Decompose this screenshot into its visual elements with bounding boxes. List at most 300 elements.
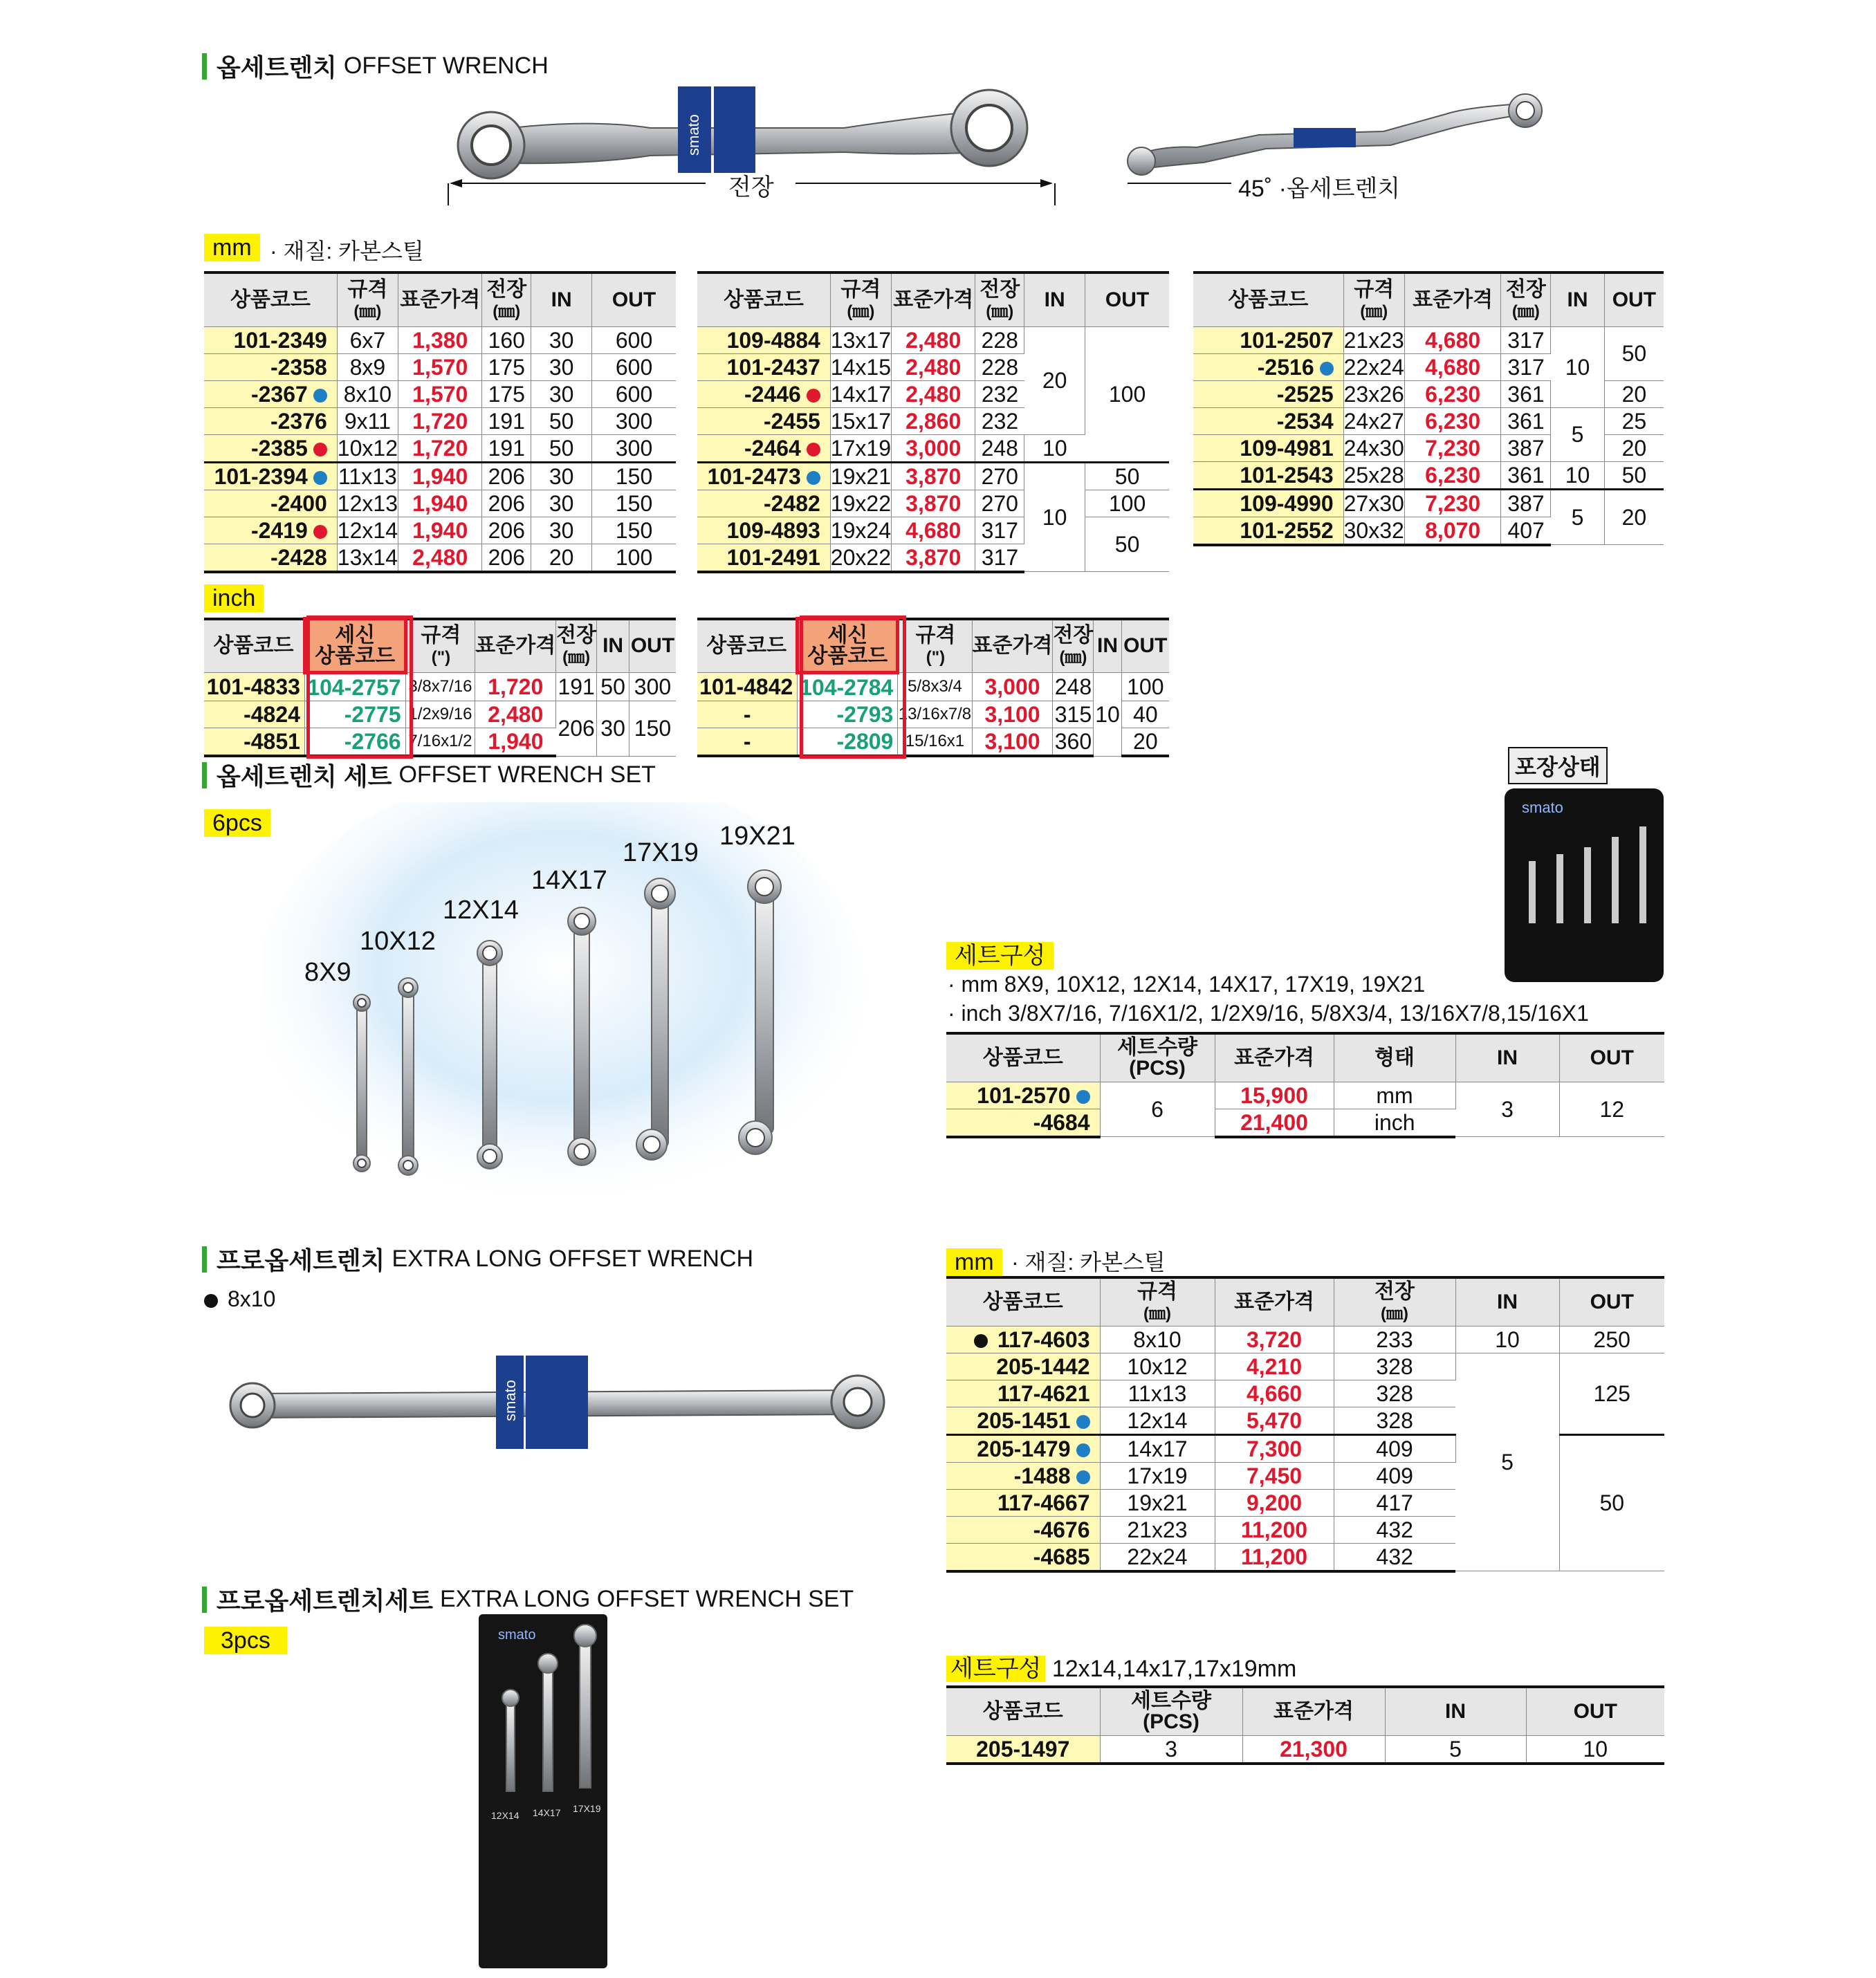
price: 4,680 bbox=[1404, 326, 1501, 353]
col-new-code: 세신 상품코드 bbox=[304, 619, 405, 673]
price: 3,100 bbox=[972, 701, 1053, 728]
blue-dot-icon bbox=[1076, 1443, 1090, 1457]
size: 15x17 bbox=[830, 408, 891, 434]
composition-text: 12x14,14x17,17x19mm bbox=[1051, 1656, 1297, 1682]
code-text: 109-4990 bbox=[1240, 490, 1334, 516]
size: 27x30 bbox=[1343, 489, 1404, 517]
price: 3,000 bbox=[972, 673, 1053, 701]
col-out: OUT bbox=[629, 619, 677, 673]
out-qty: 20 bbox=[1121, 728, 1169, 757]
brand-label: smato bbox=[498, 1627, 536, 1643]
table-row bbox=[204, 701, 676, 728]
set-size-label: 19X21 bbox=[719, 822, 796, 851]
col-qty: 세트수량 (PCS) bbox=[1100, 1687, 1242, 1735]
out-qty: 300 bbox=[592, 434, 676, 462]
col-in: IN bbox=[531, 272, 592, 326]
code-text: 101-4842 bbox=[699, 674, 793, 699]
in-qty: 30 bbox=[531, 517, 592, 544]
bullet-dot-icon bbox=[974, 1334, 988, 1348]
col-price: 표준가격 bbox=[398, 272, 481, 326]
size: 30x32 bbox=[1343, 517, 1404, 545]
product-code bbox=[1193, 489, 1343, 517]
price: 2,860 bbox=[891, 407, 975, 434]
code-text: -2464 bbox=[744, 435, 801, 461]
col-in: IN bbox=[1385, 1687, 1526, 1735]
size: 14x15 bbox=[830, 354, 891, 380]
code-text: -2428 bbox=[270, 544, 327, 570]
code-text: 109-4981 bbox=[1240, 435, 1334, 461]
length: 228 bbox=[975, 353, 1024, 380]
out-qty: 125 bbox=[1559, 1353, 1664, 1434]
out-qty: 20 bbox=[1604, 380, 1664, 407]
in-qty: 10 bbox=[1024, 434, 1085, 462]
type: inch bbox=[1334, 1109, 1455, 1137]
new-product-code: 104-2784 bbox=[798, 673, 898, 701]
table-row bbox=[204, 462, 676, 490]
col-code: 상품코드 bbox=[946, 1277, 1100, 1326]
col-out: OUT bbox=[1559, 1277, 1664, 1326]
product-code bbox=[697, 326, 830, 353]
table-row bbox=[1193, 326, 1664, 353]
code-text: 101-2552 bbox=[1240, 517, 1334, 543]
size: 25x28 bbox=[1343, 461, 1404, 489]
wrench-set-table bbox=[946, 1032, 1664, 1138]
product-code bbox=[946, 1353, 1100, 1380]
out-qty: 20 bbox=[1604, 489, 1664, 545]
unit-mm-badge: mm bbox=[204, 234, 260, 261]
out-qty: 150 bbox=[629, 701, 677, 757]
col-size: 규격 (") bbox=[405, 619, 475, 673]
col-out: OUT bbox=[1526, 1687, 1664, 1735]
size: 12x14 bbox=[1100, 1407, 1215, 1434]
out-qty: 150 bbox=[592, 462, 676, 490]
code-text: 205-1451 bbox=[977, 1407, 1071, 1433]
price: 7,450 bbox=[1215, 1462, 1334, 1489]
product-code bbox=[946, 1462, 1100, 1489]
in-qty: 10 bbox=[1551, 326, 1604, 407]
size: 11x13 bbox=[1100, 1380, 1215, 1407]
size: 8x10 bbox=[337, 380, 398, 407]
code-text: -4676 bbox=[1033, 1517, 1090, 1542]
product-code bbox=[204, 701, 304, 728]
code-text: -4851 bbox=[243, 729, 300, 754]
table-row bbox=[697, 490, 1169, 517]
price: 3,870 bbox=[891, 462, 975, 490]
wrench-set-image bbox=[263, 802, 872, 1203]
in-qty: 30 bbox=[531, 462, 592, 490]
length: 232 bbox=[975, 407, 1024, 434]
price: 1,570 bbox=[398, 380, 481, 407]
set-size-label: 12X14 bbox=[443, 896, 519, 925]
col-price: 표준가격 bbox=[1242, 1687, 1385, 1735]
package-pouch-image bbox=[1501, 785, 1667, 986]
title-kr: 옵세트렌치 세트 bbox=[217, 762, 392, 791]
product-code bbox=[697, 380, 830, 407]
product-code bbox=[204, 517, 337, 544]
length: 361 bbox=[1501, 407, 1551, 434]
price: 2,480 bbox=[891, 326, 975, 353]
price: 6,230 bbox=[1404, 380, 1501, 407]
product-code bbox=[946, 1543, 1100, 1571]
size: 9x11 bbox=[337, 407, 398, 434]
length: 248 bbox=[975, 434, 1024, 462]
product-code: 205-1497 bbox=[946, 1735, 1100, 1764]
length: 387 bbox=[1501, 434, 1551, 461]
in-qty: 50 bbox=[531, 434, 592, 462]
product-code bbox=[1193, 326, 1343, 353]
col-in: IN bbox=[1094, 619, 1121, 673]
col-type: 형태 bbox=[1334, 1033, 1455, 1082]
price: 11,200 bbox=[1215, 1543, 1334, 1571]
size: 19x22 bbox=[830, 490, 891, 516]
price: 1,940 bbox=[398, 517, 481, 544]
blue-dot-icon bbox=[313, 389, 327, 403]
product-code bbox=[946, 1109, 1100, 1137]
col-price: 표준가격 bbox=[1215, 1033, 1334, 1082]
out-qty: 100 bbox=[592, 544, 676, 572]
col-out: OUT bbox=[1604, 272, 1664, 326]
in-qty: 50 bbox=[531, 407, 592, 434]
code-text: 117-4621 bbox=[997, 1380, 1090, 1406]
col-in: IN bbox=[597, 619, 629, 673]
product-code bbox=[1193, 517, 1343, 545]
length: 409 bbox=[1334, 1434, 1455, 1462]
extra-long-set-pouch-image bbox=[477, 1611, 609, 1971]
offset-mm-table-2 bbox=[697, 271, 1169, 573]
out-qty: 600 bbox=[592, 353, 676, 380]
offset-mm-table-1 bbox=[204, 271, 676, 573]
code-text: -2419 bbox=[250, 517, 308, 543]
set-qty: 3 bbox=[1100, 1735, 1242, 1764]
length: 206 bbox=[482, 517, 531, 544]
col-out: OUT bbox=[1085, 272, 1169, 326]
title-kr: 프로옵세트렌치 bbox=[217, 1246, 385, 1275]
price: 2,480 bbox=[475, 701, 556, 728]
product-code bbox=[204, 728, 304, 757]
pouch-label: 12X14 bbox=[491, 1810, 519, 1821]
out-qty: 50 bbox=[1559, 1434, 1664, 1571]
col-code: 상품코드 bbox=[204, 272, 337, 326]
out-qty: 100 bbox=[1085, 490, 1169, 517]
extra-long-set-pcs-badge: 3pcs bbox=[204, 1627, 287, 1654]
length: 315 bbox=[1053, 701, 1094, 728]
product-code bbox=[204, 326, 337, 353]
pouch-label: 14X17 bbox=[533, 1807, 561, 1818]
size: 6x7 bbox=[337, 326, 398, 353]
price: 5,470 bbox=[1215, 1407, 1334, 1434]
bullet-text: 8x10 bbox=[228, 1286, 276, 1311]
price: 15,900 bbox=[1215, 1082, 1334, 1109]
price: 1,940 bbox=[475, 728, 556, 757]
out-qty: 20 bbox=[1604, 434, 1664, 461]
price: 4,680 bbox=[1404, 353, 1501, 380]
material-note: · 재질: 카본스틸 bbox=[270, 239, 424, 264]
product-code bbox=[697, 434, 830, 462]
extra-long-set-table bbox=[946, 1685, 1664, 1765]
blue-dot-icon bbox=[807, 471, 820, 485]
in-qty: 10 bbox=[1024, 462, 1085, 572]
size: 14x17 bbox=[1100, 1434, 1215, 1462]
size: 5/8x3/4 bbox=[898, 673, 972, 701]
col-in: IN bbox=[1455, 1033, 1559, 1082]
in-qty: 30 bbox=[597, 701, 629, 757]
length: 328 bbox=[1334, 1353, 1455, 1380]
product-code bbox=[204, 434, 337, 462]
code-text: 205-1479 bbox=[977, 1436, 1071, 1461]
code-text: -2516 bbox=[1257, 354, 1314, 380]
table-row bbox=[946, 1082, 1664, 1109]
table-row bbox=[1193, 407, 1664, 434]
size: 21x23 bbox=[1100, 1516, 1215, 1543]
product-code bbox=[1193, 380, 1343, 407]
product-code bbox=[946, 1082, 1100, 1109]
blue-dot-icon bbox=[313, 471, 327, 485]
col-qty: 세트수량 (PCS) bbox=[1100, 1033, 1215, 1082]
blue-dot-icon bbox=[1076, 1090, 1090, 1104]
in-qty: 10 bbox=[1455, 1326, 1559, 1353]
col-price: 표준가격 bbox=[891, 272, 975, 326]
code-text: 101-2437 bbox=[726, 354, 820, 380]
product-code bbox=[946, 1516, 1100, 1543]
set-size-label: 17X19 bbox=[623, 838, 699, 867]
length: 175 bbox=[482, 380, 531, 407]
col-code: 상품코드 bbox=[1193, 272, 1343, 326]
size: 11x13 bbox=[337, 462, 398, 490]
product-code bbox=[697, 517, 830, 544]
title-accent-bar bbox=[202, 53, 207, 80]
col-price: 표준가격 bbox=[1404, 272, 1501, 326]
offset-inch-table-2 bbox=[697, 617, 1169, 757]
code-text: 117-4603 bbox=[997, 1327, 1090, 1352]
size: 24x30 bbox=[1343, 435, 1404, 461]
code-text: 101-2491 bbox=[726, 544, 820, 570]
col-code: 상품코드 bbox=[697, 619, 798, 673]
new-product-code: 104-2757 bbox=[304, 673, 405, 701]
length: 407 bbox=[1501, 517, 1551, 545]
price: 4,660 bbox=[1215, 1380, 1334, 1407]
length: 361 bbox=[1501, 461, 1551, 489]
code-text: - bbox=[743, 702, 751, 727]
product-code bbox=[946, 1489, 1100, 1516]
in-qty: 30 bbox=[531, 380, 592, 407]
set-pcs-badge: 6pcs bbox=[204, 809, 270, 837]
in-qty: 5 bbox=[1551, 489, 1604, 545]
price: 7,230 bbox=[1404, 434, 1501, 461]
price: 3,720 bbox=[1215, 1326, 1334, 1353]
table-row bbox=[204, 380, 676, 407]
code-text: -4824 bbox=[243, 702, 300, 727]
package-label: 포장상태 bbox=[1508, 747, 1608, 784]
table-row bbox=[946, 1353, 1664, 1380]
in-qty: 10 bbox=[1094, 673, 1121, 757]
bullet-dot-icon bbox=[204, 1294, 218, 1308]
code-text: -2525 bbox=[1276, 381, 1334, 407]
new-code-highlight-box bbox=[306, 616, 413, 759]
price: 3,870 bbox=[891, 544, 975, 572]
blue-dot-icon bbox=[1076, 1470, 1090, 1484]
product-code bbox=[204, 407, 337, 434]
new-code-highlight-box bbox=[800, 616, 906, 759]
col-in: IN bbox=[1024, 272, 1085, 326]
length: 387 bbox=[1501, 489, 1551, 517]
price: 6,230 bbox=[1404, 461, 1501, 489]
extra-long-set-composition bbox=[946, 1649, 1296, 1683]
in-qty: 50 bbox=[597, 673, 629, 701]
size: 8x10 bbox=[1100, 1326, 1215, 1353]
size: 22x24 bbox=[1343, 354, 1404, 380]
blue-dot-icon bbox=[1320, 362, 1334, 376]
table-row bbox=[946, 1735, 1664, 1764]
size: 13x14 bbox=[337, 544, 398, 572]
pouch-label: 17X19 bbox=[573, 1803, 601, 1814]
length: 206 bbox=[482, 490, 531, 517]
price: 1,380 bbox=[398, 326, 481, 353]
col-size: 규격 (") bbox=[898, 619, 972, 673]
out-qty: 50 bbox=[1604, 326, 1664, 380]
product-code bbox=[204, 353, 337, 380]
code-text: -4684 bbox=[1033, 1109, 1090, 1135]
title-kr: 프로옵세트렌치세트 bbox=[217, 1587, 433, 1615]
code-text: 205-1442 bbox=[996, 1353, 1090, 1379]
length: 248 bbox=[1053, 673, 1094, 701]
code-text: 109-4893 bbox=[726, 517, 820, 543]
price: 7,230 bbox=[1404, 489, 1501, 517]
product-code bbox=[204, 544, 337, 572]
code-text: 117-4667 bbox=[997, 1490, 1090, 1515]
product-code bbox=[204, 673, 304, 701]
length: 191 bbox=[482, 407, 531, 434]
code-text: 101-2473 bbox=[707, 463, 801, 489]
code-text: -1488 bbox=[1013, 1463, 1071, 1488]
table-row bbox=[204, 517, 676, 544]
product-code bbox=[946, 1407, 1100, 1434]
title-accent-bar bbox=[202, 1587, 207, 1613]
out-qty: 12 bbox=[1559, 1082, 1664, 1137]
product-code bbox=[946, 1380, 1100, 1407]
title-en: EXTRA LONG OFFSET WRENCH bbox=[392, 1246, 754, 1272]
offset-wrench-title bbox=[202, 48, 549, 84]
price: 1,720 bbox=[475, 673, 556, 701]
out-qty: 10 bbox=[1526, 1735, 1664, 1764]
set-size-label: 8X9 bbox=[304, 958, 351, 987]
angle-label: 45˚ ·옵세트렌치 bbox=[1238, 176, 1401, 202]
product-code bbox=[1193, 353, 1343, 380]
length: 417 bbox=[1334, 1489, 1455, 1516]
product-code bbox=[697, 701, 798, 728]
length: 360 bbox=[1053, 728, 1094, 757]
length: 175 bbox=[482, 353, 531, 380]
col-size: 규격 (㎜) bbox=[1343, 272, 1404, 326]
code-text: -2376 bbox=[270, 408, 327, 434]
size: 3/8x7/16 bbox=[405, 673, 475, 701]
out-qty: 600 bbox=[592, 380, 676, 407]
price: 21,300 bbox=[1242, 1735, 1385, 1764]
table-row bbox=[1193, 489, 1664, 517]
brand-label: smato bbox=[502, 1380, 519, 1421]
col-in: IN bbox=[1551, 272, 1604, 326]
title-en: OFFSET WRENCH SET bbox=[398, 761, 656, 788]
in-qty: 20 bbox=[1024, 326, 1085, 434]
product-code bbox=[697, 353, 830, 380]
new-product-code: -2775 bbox=[304, 701, 405, 728]
title-accent-bar bbox=[202, 1246, 207, 1273]
in-qty: 3 bbox=[1455, 1082, 1559, 1137]
col-length: 전장 (㎜) bbox=[975, 272, 1024, 326]
code-text: -2482 bbox=[763, 490, 820, 516]
size: 19x24 bbox=[830, 517, 891, 543]
table-row bbox=[1193, 461, 1664, 489]
col-size: 규격 (㎜) bbox=[337, 272, 398, 326]
product-code bbox=[697, 728, 798, 757]
blue-dot-icon bbox=[1076, 1415, 1090, 1429]
table-row bbox=[204, 490, 676, 517]
size: 1/2x9/16 bbox=[405, 701, 475, 728]
length: 160 bbox=[482, 326, 531, 353]
new-product-code: -2809 bbox=[798, 728, 898, 757]
size: 22x24 bbox=[1100, 1543, 1215, 1571]
price: 9,200 bbox=[1215, 1489, 1334, 1516]
offset-wrench-set-title bbox=[202, 757, 656, 793]
size: 19x21 bbox=[830, 462, 891, 490]
product-code bbox=[1193, 407, 1343, 434]
red-dot-icon bbox=[313, 443, 327, 456]
code-text: -2534 bbox=[1276, 408, 1334, 434]
price: 1,720 bbox=[398, 407, 481, 434]
table-row bbox=[204, 353, 676, 380]
out-qty: 300 bbox=[592, 407, 676, 434]
price: 2,480 bbox=[398, 544, 481, 572]
code-text: 109-4884 bbox=[726, 327, 820, 353]
in-qty: 5 bbox=[1551, 407, 1604, 461]
title-kr: 옵세트렌치 bbox=[217, 53, 337, 82]
code-text: 101-2570 bbox=[977, 1082, 1071, 1108]
length: 233 bbox=[1334, 1326, 1455, 1353]
red-dot-icon bbox=[313, 525, 327, 539]
out-qty: 50 bbox=[1085, 517, 1169, 572]
size: 14x17 bbox=[830, 381, 891, 407]
table-row bbox=[697, 326, 1169, 353]
set-composition-badge: 세트구성 bbox=[946, 942, 1054, 970]
code-text: 101-2543 bbox=[1240, 462, 1334, 488]
table-row bbox=[697, 673, 1169, 701]
price: 2,480 bbox=[891, 353, 975, 380]
length: 232 bbox=[975, 380, 1024, 407]
col-in: IN bbox=[1455, 1277, 1559, 1326]
size: 12x14 bbox=[337, 517, 398, 543]
out-qty: 25 bbox=[1604, 407, 1664, 434]
size: 10x12 bbox=[337, 434, 398, 462]
product-code bbox=[1193, 461, 1343, 489]
length: 328 bbox=[1334, 1380, 1455, 1407]
in-qty: 30 bbox=[531, 490, 592, 517]
size: 10x12 bbox=[1100, 1353, 1215, 1380]
set-composition-mm: · mm 8X9, 10X12, 12X14, 14X17, 17X19, 19X21 bbox=[948, 972, 1426, 997]
set-composition-inch: · inch 3/8X7/16, 7/16X1/2, 1/2X9/16, 5/8X3/4, 13/16X7/8,15/16X1 bbox=[948, 1001, 1589, 1026]
price: 1,720 bbox=[398, 434, 481, 462]
length: 409 bbox=[1334, 1462, 1455, 1489]
table-row bbox=[204, 434, 676, 462]
length: 317 bbox=[1501, 353, 1551, 380]
extra-long-title bbox=[202, 1241, 753, 1277]
price: 3,870 bbox=[891, 490, 975, 517]
col-code: 상품코드 bbox=[204, 619, 304, 673]
code-text: 101-2507 bbox=[1240, 327, 1334, 353]
out-qty: 100 bbox=[1085, 326, 1169, 462]
col-length: 전장 (㎜) bbox=[482, 272, 531, 326]
product-code bbox=[946, 1434, 1100, 1462]
table-row bbox=[204, 407, 676, 434]
length: 317 bbox=[975, 517, 1024, 544]
